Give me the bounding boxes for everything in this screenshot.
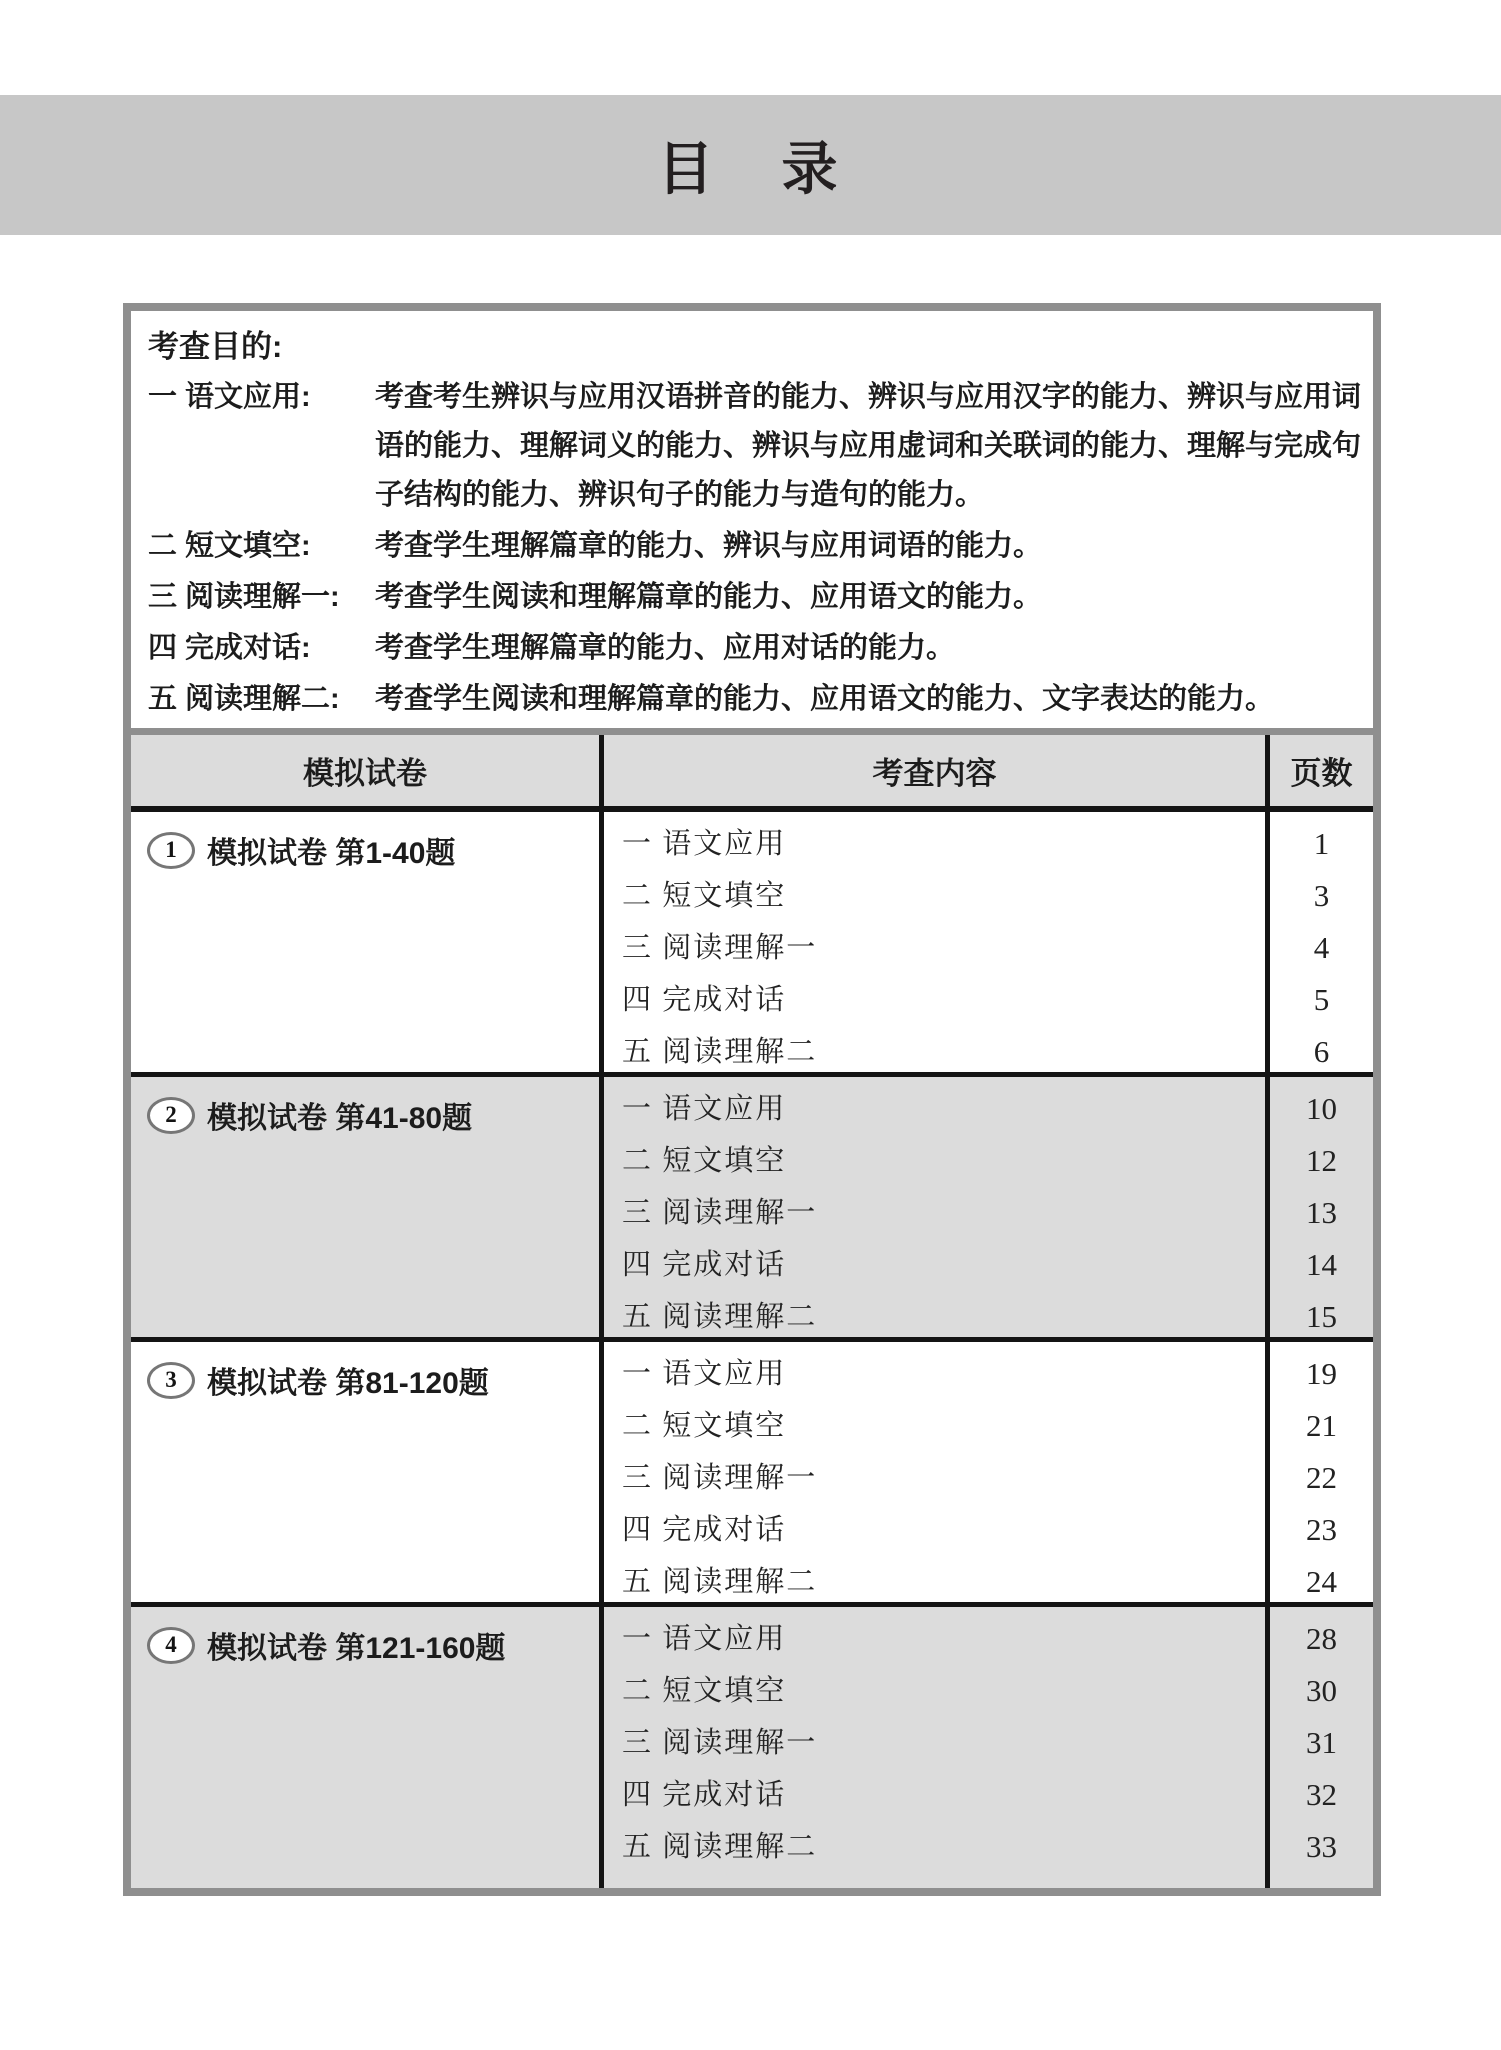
purpose-desc: 考查学生阅读和理解篇章的能力、应用语文的能力。 [375, 581, 1043, 613]
paper-line [147, 1358, 599, 1402]
purpose-heading: 考查目的: [148, 329, 283, 364]
content-item: 四 完成对话 [622, 1779, 787, 1811]
page-number: 3 [1313, 878, 1330, 913]
purpose-item [148, 573, 1361, 622]
purpose-desc: 考查学生理解篇章的能力、应用对话的能力。 [375, 632, 956, 664]
table-row [131, 1607, 1373, 1888]
content-item: 一 语文应用 [622, 828, 787, 860]
paper-cell [131, 812, 599, 1072]
paper-title: 模拟试卷 第121-160题 [207, 1632, 506, 1665]
page-number: 12 [1306, 1143, 1337, 1178]
content-cell [604, 1077, 1265, 1337]
page-number: 21 [1306, 1408, 1337, 1443]
purpose-item [148, 522, 1361, 571]
page-number: 28 [1306, 1621, 1337, 1656]
pages-cell [1270, 812, 1373, 1072]
content-item: 一 语文应用 [622, 1623, 787, 1655]
purpose-term: 一 语文应用: [148, 381, 311, 413]
purpose-term: 五 阅读理解二: [148, 683, 340, 715]
header-content-column: 考查内容 [872, 756, 997, 791]
content-item: 五 阅读理解二 [622, 1036, 818, 1068]
purpose-item [148, 675, 1361, 724]
page-number: 24 [1306, 1564, 1337, 1599]
page-number: 22 [1306, 1460, 1337, 1495]
content-item: 四 完成对话 [622, 1249, 787, 1281]
content-item: 一 语文应用 [622, 1093, 787, 1125]
paper-title: 模拟试卷 第1-40题 [207, 837, 456, 870]
content-item: 一 语文应用 [622, 1358, 787, 1390]
purpose-desc: 考查学生阅读和理解篇章的能力、应用语文的能力、文字表达的能力。 [375, 683, 1275, 715]
header-pages-column: 页数 [1290, 756, 1353, 791]
purpose-item [148, 624, 1361, 673]
purpose-desc: 考查学生理解篇章的能力、辨识与应用词语的能力。 [375, 530, 1043, 562]
exam-purpose-section [131, 311, 1373, 728]
content-item: 四 完成对话 [622, 984, 787, 1016]
page-number: 13 [1306, 1195, 1337, 1230]
page-number: 30 [1306, 1673, 1337, 1708]
header-paper-column: 模拟试卷 [303, 756, 427, 791]
row-number-badge: 1 [147, 832, 195, 869]
content-item: 三 阅读理解一 [622, 1727, 818, 1759]
content-cell [604, 1607, 1265, 1888]
page-number: 5 [1313, 982, 1330, 1017]
paper-cell [131, 1342, 599, 1602]
paper-cell [131, 1607, 599, 1888]
content-item: 三 阅读理解一 [622, 1197, 818, 1229]
row-number-badge: 3 [147, 1362, 195, 1399]
toc-table-header [131, 735, 1373, 812]
content-item: 三 阅读理解一 [622, 932, 818, 964]
page-number: 19 [1306, 1356, 1337, 1391]
page-number: 10 [1306, 1091, 1337, 1126]
content-cell [604, 812, 1265, 1072]
purpose-term: 四 完成对话: [148, 632, 311, 664]
page-number: 4 [1313, 930, 1330, 965]
content-item: 二 短文填空 [622, 1410, 787, 1442]
purpose-desc: 考查考生辨识与应用汉语拼音的能力、辨识与应用汉字的能力、辨识与应用词语的能力、理解词义的能力、辨识与应用虚词和关联词的能力、理解与完成句子结构的能力、辨识句子的能力与造句的能力。 [375, 381, 1362, 511]
paper-line [147, 1093, 599, 1137]
toc-banner [0, 95, 1501, 235]
paper-title: 模拟试卷 第41-80题 [207, 1102, 473, 1135]
page-number: 23 [1306, 1512, 1337, 1547]
purpose-item [148, 373, 1361, 520]
content-item: 五 阅读理解二 [622, 1301, 818, 1333]
table-row [131, 1342, 1373, 1607]
content-item: 五 阅读理解二 [622, 1831, 818, 1863]
row-number-badge: 4 [147, 1627, 195, 1664]
purpose-term: 二 短文填空: [148, 530, 311, 562]
content-cell [604, 1342, 1265, 1602]
page-number: 1 [1313, 826, 1330, 861]
page-number: 33 [1306, 1829, 1337, 1864]
content-item: 二 短文填空 [622, 1675, 787, 1707]
table-row [131, 1077, 1373, 1342]
page-number: 32 [1306, 1777, 1337, 1812]
content-item: 四 完成对话 [622, 1514, 787, 1546]
pages-cell [1270, 1607, 1373, 1888]
table-row [131, 812, 1373, 1077]
row-number-badge: 2 [147, 1097, 195, 1134]
toc-table [131, 728, 1373, 1888]
content-item: 二 短文填空 [622, 880, 787, 912]
paper-line [147, 828, 599, 872]
page-title: 目 录 [657, 136, 844, 201]
page-number: 15 [1306, 1299, 1337, 1334]
paper-line [147, 1623, 599, 1667]
content-item: 二 短文填空 [622, 1145, 787, 1177]
paper-title: 模拟试卷 第81-120题 [207, 1367, 489, 1400]
content-item: 三 阅读理解一 [622, 1462, 818, 1494]
pages-cell [1270, 1077, 1373, 1337]
page-number: 14 [1306, 1247, 1337, 1282]
content-item: 五 阅读理解二 [622, 1566, 818, 1598]
contents-box [123, 303, 1381, 1896]
pages-cell [1270, 1342, 1373, 1602]
paper-cell [131, 1077, 599, 1337]
purpose-term: 三 阅读理解一: [148, 581, 340, 613]
page-number: 6 [1313, 1034, 1330, 1069]
page-number: 31 [1306, 1725, 1337, 1760]
